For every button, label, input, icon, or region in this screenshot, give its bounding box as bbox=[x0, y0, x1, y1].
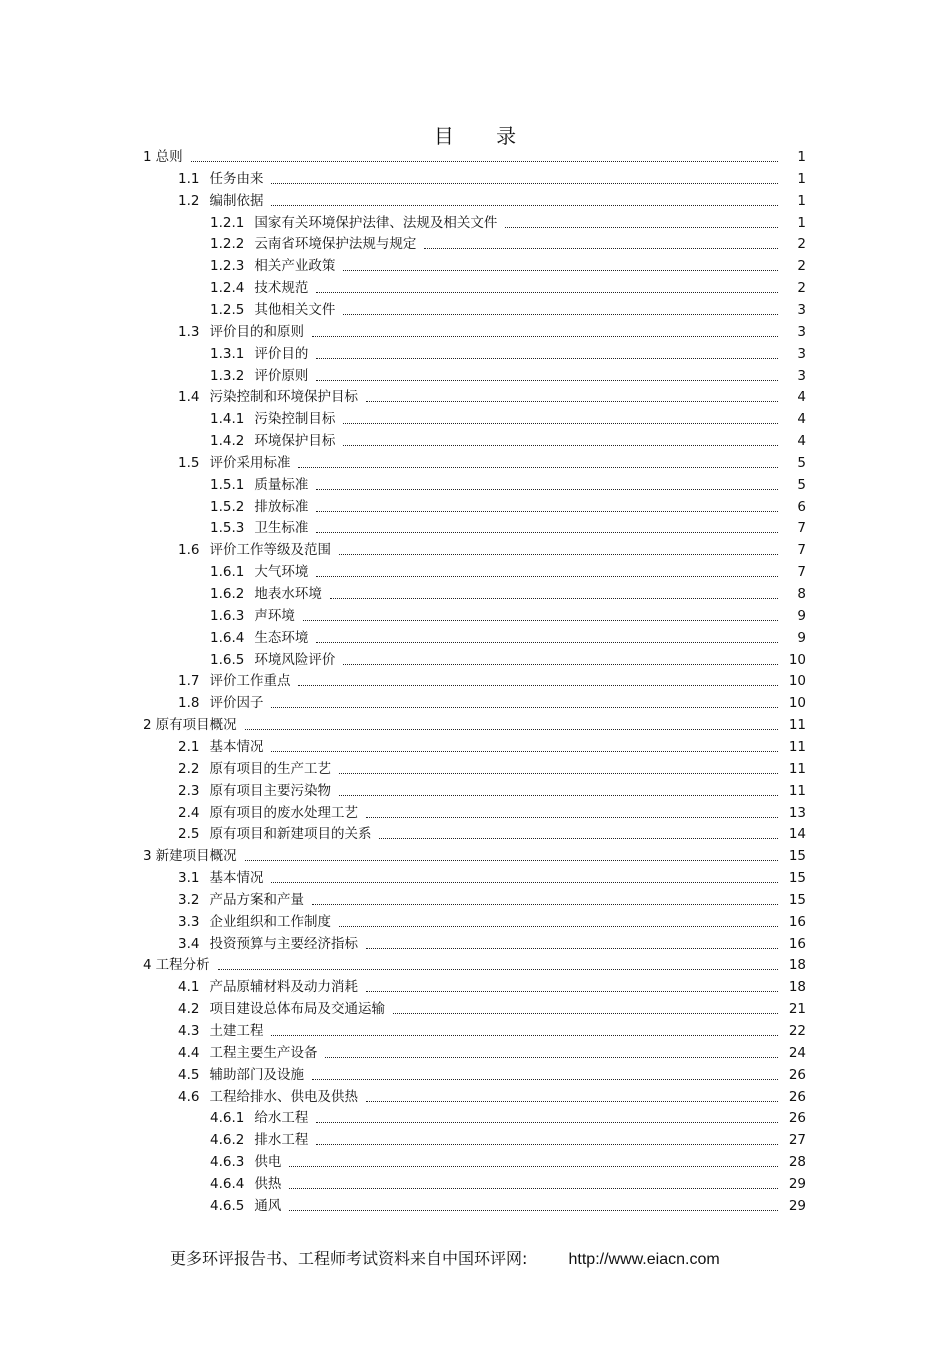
toc-entry[interactable] bbox=[210, 626, 806, 646]
toc-entry-label: 地表水环境 bbox=[254, 586, 322, 602]
toc-entry[interactable] bbox=[210, 1194, 806, 1214]
dot-leader bbox=[316, 628, 778, 643]
toc-entry-label: 排放标准 bbox=[254, 498, 309, 515]
toc-entry-label: 污染控制和环境保护目标 bbox=[209, 389, 358, 406]
toc-entry-label: 评价工作等级及范围 bbox=[209, 542, 331, 559]
toc-entry-label: 供电 bbox=[254, 1154, 282, 1171]
toc-entry-page: 4 bbox=[797, 389, 806, 406]
toc-entry[interactable] bbox=[178, 822, 806, 842]
toc-entry-page: 18 bbox=[788, 957, 806, 974]
footer bbox=[170, 1246, 720, 1269]
dot-leader bbox=[393, 999, 778, 1014]
toc-entry-label: 通风 bbox=[254, 1197, 282, 1214]
dot-leader bbox=[218, 955, 778, 970]
toc-entry-label: 给水工程 bbox=[254, 1110, 309, 1127]
toc-entry[interactable] bbox=[210, 211, 806, 231]
toc-entry-page: 16 bbox=[788, 913, 806, 930]
toc-entry[interactable] bbox=[178, 932, 806, 952]
toc-entry-page: 26 bbox=[788, 1110, 806, 1127]
toc-entry[interactable] bbox=[210, 342, 806, 362]
dot-leader bbox=[505, 213, 778, 228]
toc-entry-page: 16 bbox=[788, 935, 806, 952]
dot-leader bbox=[330, 584, 778, 599]
dot-leader bbox=[316, 562, 778, 577]
dot-leader bbox=[343, 431, 778, 446]
toc-entry[interactable] bbox=[210, 364, 806, 384]
toc-title: 目 录 bbox=[433, 124, 535, 148]
dot-leader bbox=[245, 846, 778, 861]
dot-leader bbox=[312, 322, 778, 337]
toc-entry-page: 29 bbox=[788, 1197, 806, 1214]
dot-leader bbox=[271, 693, 778, 708]
dot-leader bbox=[366, 977, 778, 992]
toc-entry[interactable] bbox=[210, 276, 806, 296]
toc-entry-page: 4 bbox=[797, 433, 806, 450]
toc-entry-page: 4 bbox=[797, 411, 806, 428]
toc-entry[interactable] bbox=[178, 1085, 806, 1105]
toc-entry-number: 1.2.3 bbox=[210, 258, 245, 275]
dot-leader bbox=[366, 934, 778, 949]
toc-entry-number: 2.3 bbox=[178, 782, 200, 799]
dot-leader bbox=[271, 169, 778, 184]
toc-entry[interactable] bbox=[178, 1041, 806, 1061]
toc-entry-page: 15 bbox=[788, 848, 806, 865]
toc-entry-page: 15 bbox=[788, 870, 806, 887]
toc-entry[interactable] bbox=[178, 385, 806, 405]
toc-entry-page: 5 bbox=[797, 476, 806, 493]
toc-entry-number: 4.6 bbox=[178, 1088, 200, 1105]
toc-entry-label: 基本情况 bbox=[209, 870, 264, 887]
toc-entry-label: 总则 bbox=[155, 149, 183, 165]
toc-entry-number: 1.2.5 bbox=[210, 301, 245, 318]
toc-entry-page: 6 bbox=[797, 498, 806, 515]
toc-entry[interactable] bbox=[178, 1063, 806, 1083]
dot-leader bbox=[316, 1108, 778, 1123]
toc-entry-number: 4 bbox=[143, 957, 152, 974]
toc-entry-page: 5 bbox=[797, 454, 806, 471]
toc-entry-number: 4.6.5 bbox=[210, 1197, 245, 1214]
toc-entry-number: 4.4 bbox=[178, 1044, 200, 1061]
toc-entry-number: 4.2 bbox=[178, 1001, 200, 1018]
toc-entry-number: 4.1 bbox=[178, 979, 200, 996]
toc-entry-label: 生态环境 bbox=[254, 629, 309, 646]
toc-entry[interactable] bbox=[210, 254, 806, 274]
toc-entry-label: 评价目的和原则 bbox=[209, 323, 304, 340]
toc-entry-page: 11 bbox=[788, 717, 806, 734]
toc-entry-label: 云南省环境保护法规与规定 bbox=[254, 236, 417, 253]
toc-entry-number: 2 bbox=[143, 717, 152, 734]
toc-entry-label: 国家有关环境保护法律、法规及相关文件 bbox=[254, 214, 498, 231]
toc-entry[interactable] bbox=[178, 735, 806, 755]
toc-entry-label: 编制依据 bbox=[209, 192, 264, 209]
footer-url-link[interactable]: http://www.eiacn.com bbox=[568, 1251, 720, 1268]
toc-entry-page: 11 bbox=[788, 760, 806, 777]
dot-leader bbox=[289, 1196, 778, 1211]
toc-entry-label: 污染控制目标 bbox=[254, 411, 336, 428]
toc-entry-number: 1.8 bbox=[178, 695, 200, 712]
toc-entry[interactable] bbox=[178, 997, 806, 1017]
toc-entry-page: 26 bbox=[788, 1066, 806, 1083]
toc-entry-label: 大气环境 bbox=[254, 564, 309, 581]
toc-entry-label: 排水工程 bbox=[254, 1132, 309, 1149]
toc-entry-label: 土建工程 bbox=[209, 1023, 264, 1039]
toc-entry-page: 2 bbox=[797, 280, 806, 297]
dot-leader bbox=[316, 366, 778, 381]
toc-entry-number: 1.6.3 bbox=[210, 607, 245, 624]
dot-leader bbox=[312, 890, 778, 905]
toc-entry[interactable] bbox=[210, 232, 806, 252]
dot-leader bbox=[191, 147, 778, 162]
toc-entry-page: 10 bbox=[788, 673, 806, 690]
dot-leader bbox=[366, 803, 778, 818]
toc-entry[interactable] bbox=[178, 167, 806, 187]
dot-leader bbox=[245, 715, 778, 730]
toc-entry-page: 24 bbox=[788, 1044, 806, 1061]
toc-entry-page: 3 bbox=[797, 301, 806, 318]
dot-leader bbox=[298, 453, 778, 468]
toc-entry[interactable] bbox=[178, 1019, 806, 1039]
toc-entry[interactable] bbox=[210, 1128, 806, 1148]
toc-entry[interactable] bbox=[143, 844, 806, 864]
dot-leader bbox=[339, 540, 778, 555]
dot-leader bbox=[339, 781, 778, 796]
toc-entry-label: 产品原辅材料及动力消耗 bbox=[209, 979, 358, 996]
toc-entry-label: 技术规范 bbox=[254, 280, 309, 297]
toc-entry-number: 4.6.2 bbox=[210, 1132, 245, 1149]
dot-leader bbox=[316, 1130, 778, 1145]
toc-entry-page: 3 bbox=[797, 367, 806, 384]
toc-entry-number: 2.5 bbox=[178, 826, 200, 843]
toc-entry-label: 环境保护目标 bbox=[254, 433, 336, 450]
toc-entry-number: 2.4 bbox=[178, 804, 200, 821]
toc-entry-page: 14 bbox=[788, 826, 806, 843]
toc-entry-page: 7 bbox=[797, 542, 806, 559]
toc-entry[interactable] bbox=[178, 320, 806, 340]
toc-entry-number: 1.6.2 bbox=[210, 586, 245, 602]
toc-entry-page: 13 bbox=[788, 804, 806, 821]
dot-leader bbox=[316, 475, 778, 490]
toc-entry-number: 1 bbox=[143, 149, 152, 165]
toc-entry[interactable] bbox=[210, 298, 806, 318]
toc-entry-page: 29 bbox=[788, 1175, 806, 1192]
dot-leader bbox=[343, 650, 778, 665]
toc-entry-number: 4.6.4 bbox=[210, 1175, 245, 1192]
toc-entry-page: 8 bbox=[797, 586, 806, 602]
toc-entry-page: 1 bbox=[797, 214, 806, 231]
toc-entry-label: 企业组织和工作制度 bbox=[209, 913, 331, 930]
toc-entry-label: 工程给排水、供电及供热 bbox=[209, 1088, 358, 1105]
dot-leader bbox=[339, 759, 778, 774]
toc-entry-number: 1.6.5 bbox=[210, 651, 245, 668]
toc-entry[interactable] bbox=[210, 1106, 806, 1126]
toc-entry-page: 21 bbox=[788, 1001, 806, 1018]
toc-entry-page: 2 bbox=[797, 236, 806, 253]
toc-entry-number: 1.2 bbox=[178, 192, 200, 209]
dot-leader bbox=[343, 256, 778, 271]
toc-entry[interactable] bbox=[210, 516, 806, 536]
toc-entry-label: 环境风险评价 bbox=[254, 651, 336, 668]
toc-entry-number: 1.2.2 bbox=[210, 236, 245, 253]
toc-entry-label: 原有项目的废水处理工艺 bbox=[209, 804, 358, 821]
toc-entry-label: 质量标准 bbox=[254, 476, 309, 493]
toc-entry-label: 声环境 bbox=[254, 607, 295, 624]
toc-entry[interactable] bbox=[210, 648, 806, 668]
toc-entry-label: 供热 bbox=[254, 1175, 282, 1192]
toc-entry-page: 9 bbox=[797, 629, 806, 646]
dot-leader bbox=[271, 1021, 778, 1036]
toc-entry-number: 1.6.1 bbox=[210, 564, 245, 581]
toc-entry-page: 11 bbox=[788, 782, 806, 799]
toc-entry-number: 1.2.4 bbox=[210, 280, 245, 297]
toc-entry[interactable] bbox=[210, 473, 806, 493]
toc-entry-number: 1.1 bbox=[178, 170, 200, 187]
toc-entry-number: 3.2 bbox=[178, 891, 200, 908]
toc-entry-label: 投资预算与主要经济指标 bbox=[209, 935, 358, 952]
toc-entry-number: 1.2.1 bbox=[210, 214, 245, 231]
toc-entry-page: 3 bbox=[797, 323, 806, 340]
dot-leader bbox=[289, 1152, 778, 1167]
toc-entry-page: 1 bbox=[797, 149, 806, 165]
footer-text: 更多环评报告书、工程师考试资料来自中国环评网: bbox=[170, 1249, 528, 1268]
dot-leader bbox=[271, 737, 778, 752]
dot-leader bbox=[316, 344, 778, 359]
toc-entry-label: 评价采用标准 bbox=[209, 454, 291, 471]
toc-entry-number: 4.6.3 bbox=[210, 1154, 245, 1171]
toc-entry-page: 7 bbox=[797, 564, 806, 581]
toc-entry[interactable] bbox=[178, 801, 806, 821]
toc-entry-number: 3.4 bbox=[178, 935, 200, 952]
toc-entry-label: 工程分析 bbox=[155, 957, 210, 974]
toc-entry-number: 1.3.2 bbox=[210, 367, 245, 384]
dot-leader bbox=[316, 278, 778, 293]
toc-entry[interactable] bbox=[178, 757, 806, 777]
dot-leader bbox=[379, 824, 778, 839]
dot-leader bbox=[298, 671, 778, 686]
toc-entry-label: 评价因子 bbox=[209, 695, 264, 712]
toc-entry[interactable] bbox=[210, 1172, 806, 1192]
toc-entry[interactable] bbox=[178, 189, 806, 209]
toc-entry-page: 11 bbox=[788, 738, 806, 755]
toc-entry[interactable] bbox=[210, 407, 806, 427]
toc-entry-number: 1.5.3 bbox=[210, 520, 245, 537]
dot-leader bbox=[289, 1174, 778, 1189]
toc-entry-label: 评价原则 bbox=[254, 367, 309, 384]
toc-entry[interactable] bbox=[178, 888, 806, 908]
toc-entry-number: 4.5 bbox=[178, 1066, 200, 1083]
dot-leader bbox=[271, 868, 778, 883]
toc-entry-number: 1.5 bbox=[178, 454, 200, 471]
toc-entry-page: 10 bbox=[788, 695, 806, 712]
toc-entry-number: 1.4.2 bbox=[210, 433, 245, 450]
toc-entry-label: 辅助部门及设施 bbox=[209, 1066, 304, 1083]
toc-entry[interactable] bbox=[210, 582, 806, 602]
toc-entry[interactable] bbox=[178, 451, 806, 471]
toc-entry-page: 1 bbox=[797, 170, 806, 187]
dot-leader bbox=[339, 912, 778, 927]
toc-entry-number: 3 bbox=[143, 848, 152, 865]
dot-leader bbox=[312, 1065, 778, 1080]
toc-entry-label: 产品方案和产量 bbox=[209, 891, 304, 908]
toc-entry[interactable] bbox=[143, 953, 806, 973]
toc-entry-number: 1.3 bbox=[178, 323, 200, 340]
toc-entry-page: 26 bbox=[788, 1088, 806, 1105]
toc-entry[interactable] bbox=[178, 975, 806, 995]
dot-leader bbox=[271, 191, 778, 206]
toc-entry-number: 1.7 bbox=[178, 673, 200, 690]
toc-entry[interactable] bbox=[178, 910, 806, 930]
dot-leader bbox=[325, 1043, 778, 1058]
toc-entry-number: 2.1 bbox=[178, 738, 200, 755]
toc-entry-number: 4.3 bbox=[178, 1023, 200, 1039]
toc-entry-page: 28 bbox=[788, 1154, 806, 1171]
toc-entry-page: 15 bbox=[788, 891, 806, 908]
toc-entry[interactable] bbox=[178, 866, 806, 886]
toc-entry-label: 原有项目和新建项目的关系 bbox=[209, 826, 372, 843]
toc-entry-label: 新建项目概况 bbox=[155, 848, 237, 865]
toc-entry-label: 相关产业政策 bbox=[254, 258, 336, 275]
toc-entry-label: 工程主要生产设备 bbox=[209, 1044, 318, 1061]
toc-entry[interactable] bbox=[178, 691, 806, 711]
dot-leader bbox=[343, 409, 778, 424]
toc-entry-label: 评价工作重点 bbox=[209, 673, 291, 690]
toc-entry-label: 原有项目概况 bbox=[155, 717, 237, 734]
dot-leader bbox=[366, 1087, 778, 1102]
dot-leader bbox=[316, 497, 778, 512]
toc-entry[interactable] bbox=[210, 1150, 806, 1170]
toc-entry-number: 1.5.1 bbox=[210, 476, 245, 493]
toc-entry-label: 任务由来 bbox=[209, 170, 264, 187]
toc-entry-page: 27 bbox=[788, 1132, 806, 1149]
toc-entry-page: 3 bbox=[797, 345, 806, 362]
toc-entry-label: 其他相关文件 bbox=[254, 301, 336, 318]
toc-entry[interactable] bbox=[210, 429, 806, 449]
toc-entry-number: 1.4 bbox=[178, 389, 200, 406]
toc-entry-label: 项目建设总体布局及交通运输 bbox=[209, 1001, 385, 1018]
toc-entry-label: 原有项目的生产工艺 bbox=[209, 760, 331, 777]
toc-entry-label: 卫生标准 bbox=[254, 520, 309, 537]
toc-entry[interactable] bbox=[210, 604, 806, 624]
toc-entry-number: 1.5.2 bbox=[210, 498, 245, 515]
toc-entry-label: 原有项目主要污染物 bbox=[209, 782, 331, 799]
dot-leader bbox=[316, 518, 778, 533]
toc-entry[interactable] bbox=[210, 560, 806, 580]
toc-entry[interactable] bbox=[178, 669, 806, 689]
toc-entry[interactable] bbox=[143, 713, 806, 733]
toc-entry-number: 3.1 bbox=[178, 870, 200, 887]
toc-entry-page: 1 bbox=[797, 192, 806, 209]
toc-entry-number: 1.6 bbox=[178, 542, 200, 559]
toc-entry-number: 2.2 bbox=[178, 760, 200, 777]
toc-entry-page: 18 bbox=[788, 979, 806, 996]
toc-entry-page: 22 bbox=[788, 1023, 806, 1039]
toc-entry[interactable] bbox=[143, 145, 806, 165]
toc-entry-number: 1.3.1 bbox=[210, 345, 245, 362]
toc-entry[interactable] bbox=[210, 495, 806, 515]
toc-entry[interactable] bbox=[178, 779, 806, 799]
dot-leader bbox=[303, 606, 778, 621]
dot-leader bbox=[424, 234, 778, 249]
toc-entry[interactable] bbox=[178, 538, 806, 558]
toc-entry-label: 评价目的 bbox=[254, 345, 309, 362]
toc-entry-number: 3.3 bbox=[178, 913, 200, 930]
toc-entry-label: 基本情况 bbox=[209, 738, 264, 755]
toc-entry-page: 7 bbox=[797, 520, 806, 537]
toc-entry-page: 9 bbox=[797, 607, 806, 624]
dot-leader bbox=[343, 300, 778, 315]
toc-entry-number: 1.4.1 bbox=[210, 411, 245, 428]
toc-entry-number: 1.6.4 bbox=[210, 629, 245, 646]
dot-leader bbox=[366, 387, 778, 402]
toc-entry-page: 10 bbox=[788, 651, 806, 668]
toc-entry-page: 2 bbox=[797, 258, 806, 275]
toc-entry-number: 4.6.1 bbox=[210, 1110, 245, 1127]
